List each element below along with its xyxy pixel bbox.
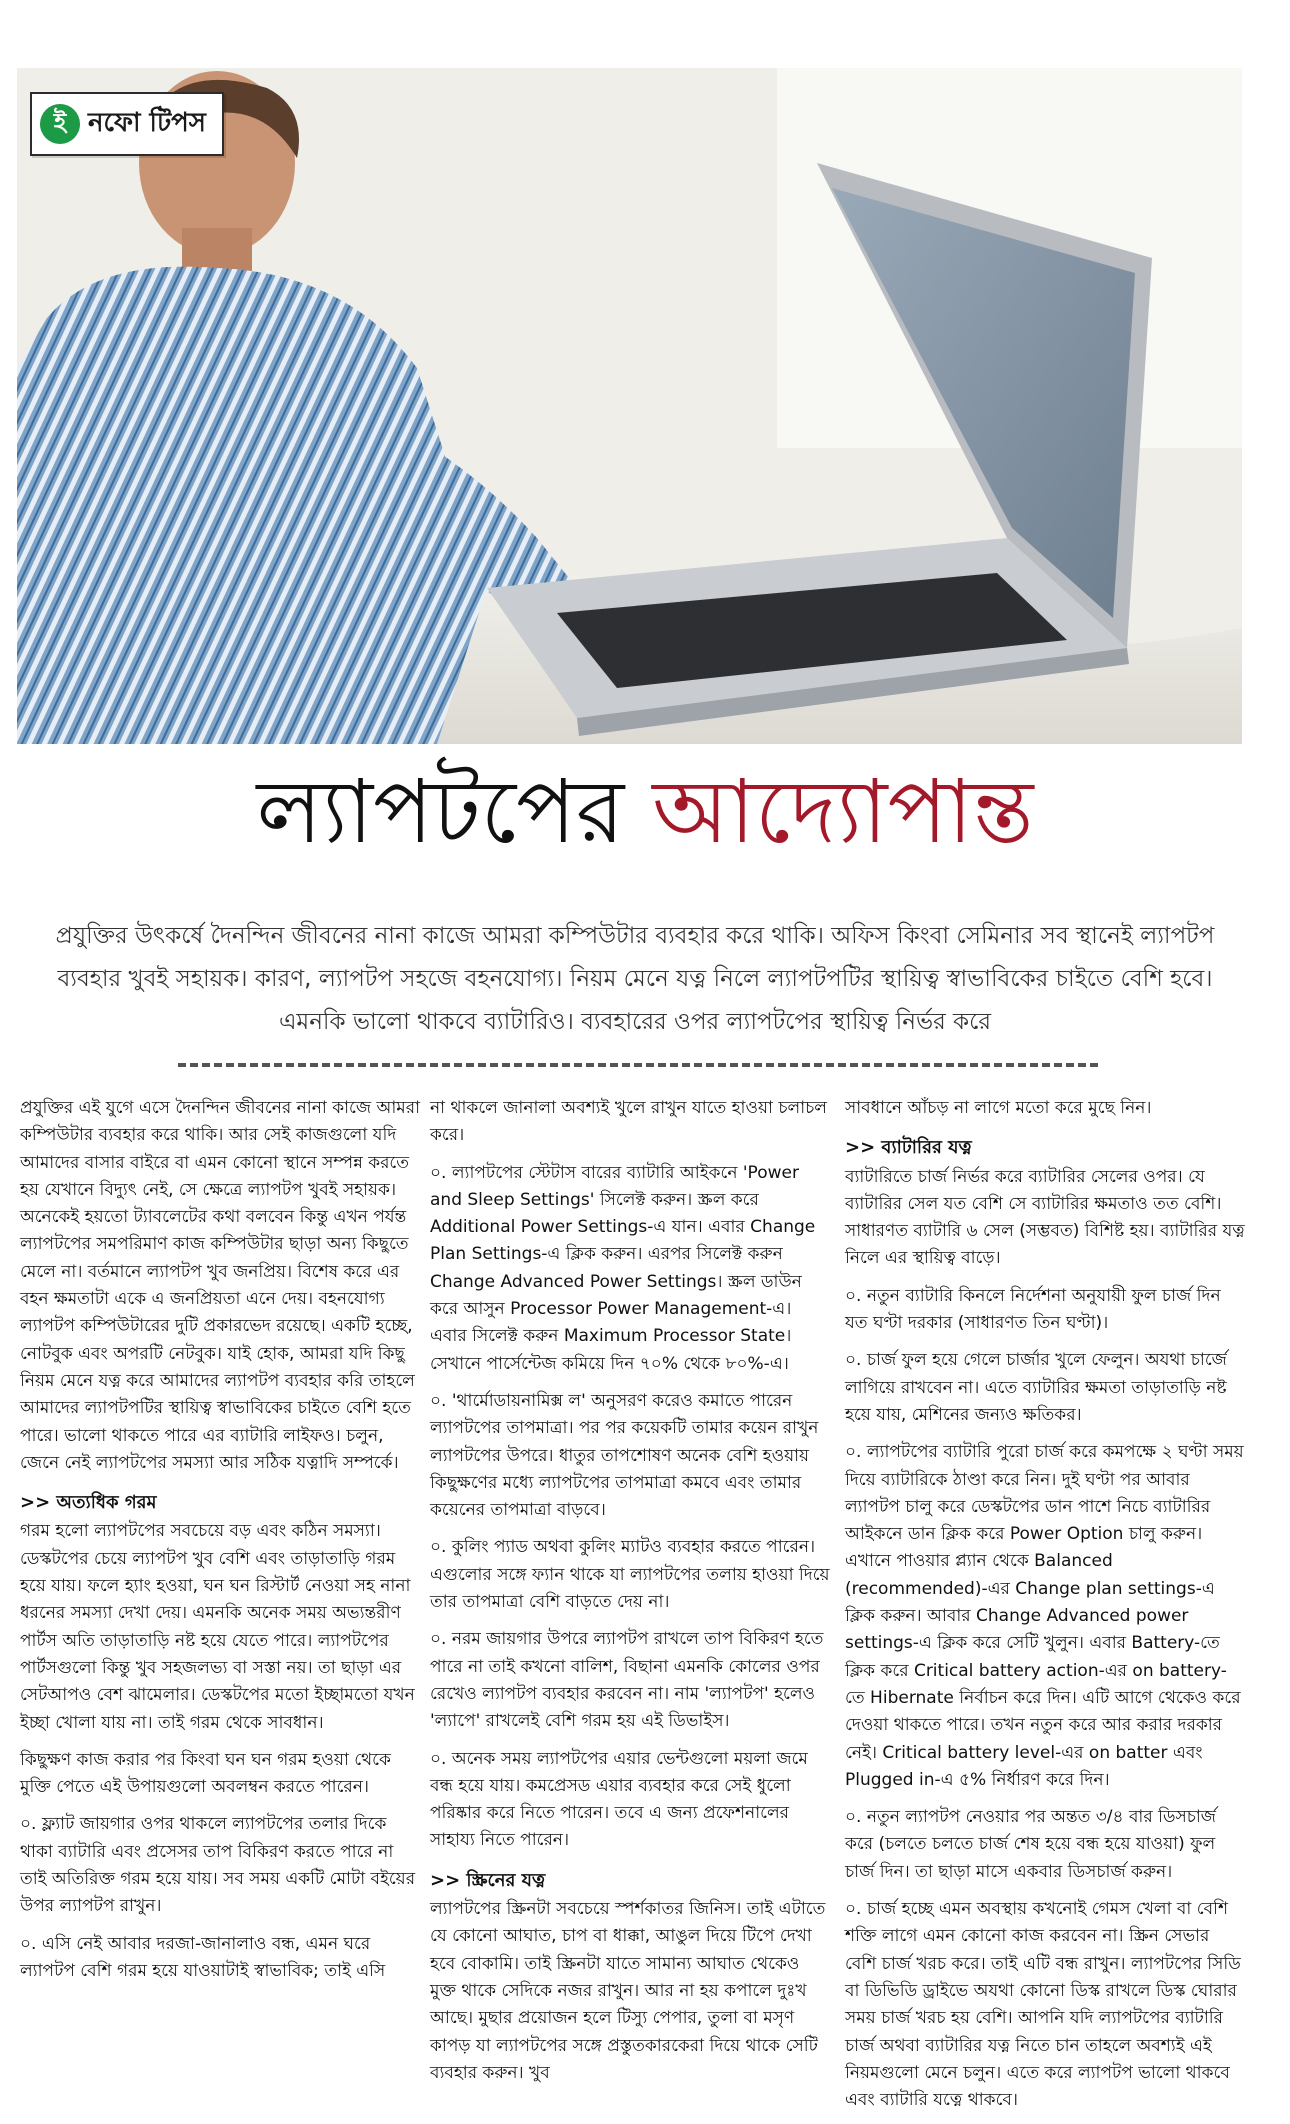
paragraph: ০. নরম জায়গার উপরে ল্যাপটপ রাখলে তাপ বিকিরণ হতে পারে না তাই কখনো বালিশ, বিছানা এমনকি কোলের ওপর রেখেও ল্যাপটপ ব্যবহার করবেন না। নাম 'ল্যাপটপ' হলেও 'ল্যাপে' রাখলেই বেশি গরম হয় এই ডিভাইস। [430,1629,824,1732]
paragraph: না থাকলে জানালা অবশ্যই খুলে রাখুন যাতে হাওয়া চলাচল করে। [430,1098,827,1146]
headline-part-2: আদ্যোপান্ত [652,760,1034,863]
paragraph: সাবধানে আঁচড় না লাগে মতো করে মুছে নিন। [845,1098,1152,1118]
paragraph: কিছুক্ষণ কাজ করার পর কিংবা ঘন ঘন গরম হওয়া থেকে মুক্তি পেতে এই উপায়গুলো অবলম্বন করতে পারেন। [20,1749,391,1798]
info-tips-label: নফো টিপস [88,108,206,138]
paragraph: ব্যাটারিতে চার্জ নির্ভর করে ব্যাটারির সেলের ওপর। যে ব্যাটারির সেল যত বেশি সে ব্যাটারির ক্ষমতাও তত বেশি। সাধারণত ব্যাটারি ৬ সেল (সম্ভবত) বিশিষ্ট হয়। ব্যাটারির যত্ন নিলে এর স্থায়িত্ব বাড়ে। [845,1166,1245,1269]
paragraph: ০. নতুন ব্যাটারি কিনলে নির্দেশনা অনুযায়ী ফুল চার্জ দিন যত ঘণ্টা দরকার (সাধারণত তিন ঘণ্টা)। [845,1285,1221,1334]
column-2 [430,1095,830,2097]
section-heading-overheating: >> অত্যধিক গরম [20,1492,157,1514]
paragraph: ০. চার্জ ফুল হয়ে গেলে চার্জার খুলে ফেলুন। অযথা চার্জে লাগিয়ে রাখবেন না। এতে ব্যাটারির ক্ষমতা তাড়াতাড়ি নষ্ট হয়ে যায়, মেশিনের জন্যও ক্ষতিকর। [845,1350,1227,1425]
paragraph: ০. চার্জ হচ্ছে এমন অবস্থায় কখনোই গেমস খেলা বা বেশি শক্তি লাগে এমন কোনো কাজ করবেন না। স্ক্রিন সেভার বেশি চার্জ খরচ করে। তাই এটি বন্ধ রাখুন। ল্যাপটপের সিডি বা ডিভিডি ড্রাইভে অযথা কোনো ডিস্ক রাখলে ডিস্ক ঘোরার সময় চার্জ খরচ হয় বেশি। আপনি যদি ল্যাপটপের ব্যাটারি চার্জ অথবা ব্যাটারির যত্ন নিতে চান তাহলে অবশ্যই এই নিয়মগুলো মেনে চলুন। এতে করে ল্যাপটপ ভালো থাকবে এবং ব্যাটারি যত্নে থাকবে। [845,1899,1241,2111]
paragraph: ০. এসি নেই আবার দরজা-জানালাও বন্ধ, এমন ঘরে ল্যাপটপ বেশি গরম হয়ে যাওয়াটাই স্বাভাবিক; তাই এসি [20,1933,386,1981]
paragraph: ল্যাপটপের স্ক্রিনটা সবচেয়ে স্পর্শকাতর জিনিস। তাই এটাতে যে কোনো আঘাত, চাপ বা ধাক্কা, আঙুল দিয়ে টিপে দেখা হবে বোকামি। তাই স্ক্রিনটা যাতে সামান্য আঘাত থেকেও মুক্ত থাকে সেদিকে নজর রাখুন। আর না হয় কপালে দুঃখ আছে। মুছার প্রয়োজন হলে টিস্যু পেপার, তুলা বা মসৃণ কাপড় যা ল্যাপটপের সঙ্গে প্রস্তুতকারকেরা দিয়ে থাকে সেটি ব্যবহার করুন। খুব [430,1899,826,2083]
paragraph: ০. ল্যাপটপের স্টেটাস বারের ব্যাটারি আইকনে 'Power and Sleep Settings' সিলেক্ট করুন। স্ক্রল করে Additional Power Settings-এ যান। এবার Change Plan Settings-এ ক্লিক করুন। এরপর সিলেক্ট করুন Change Advanced Power Settings। স্ক্রল ডাউন করে আসুন Processor Power Management-এ। এবার সিলেক্ট করুন Maximum Processor State। সেখানে পার্সেন্টেজ কমিয়ে দিন ৭০% থেকে ৮০%-এ। [430,1162,816,1374]
paragraph: ০. ফ্ল্যাট জায়গার ওপর থাকলে ল্যাপটপের তলার দিকে থাকা ব্যাটারি এবং প্রসেসর তাপ বিকিরণ করতে পারে না তাই অতিরিক্ত গরম হয়ে যায়। সব সময় একটি মোটা বইয়ের উপর ল্যাপটপ রাখুন। [20,1814,416,1917]
paragraph: ০. কুলিং প্যাড অথবা কুলিং ম্যাটও ব্যবহার করতে পারেন। এগুলোর সঙ্গে ফ্যান থাকে যা ল্যাপটপের তলায় হাওয়া দিয়ে তার তাপমাত্রা বেশি বাড়তে দেয় না। [430,1537,830,1613]
info-tips-badge [30,92,224,156]
column-3 [845,1095,1245,2124]
dashed-divider [178,1063,1098,1067]
paragraph: প্রযুক্তির এই যুগে এসে দৈনন্দিন জীবনের নানা কাজে আমরা কম্পিউটার ব্যবহার করে থাকি। আর সেই কাজগুলো যদি আমাদের বাসার বাইরে বা এমন কোনো স্থানে সম্পন্ন করতে হয় যেখানে বিদ্যুৎ নেই, সে ক্ষেত্রে ল্যাপটপ খুবই সহায়ক। অনেকেই হয়তো ট্যাবলেটের কথা বলবেন কিন্তু এখন পর্যন্ত ল্যাপটপের সমপরিমাণ কাজ কম্পিউটার ছাড়া অন্য কিছুতে মেলে না। বর্তমানে ল্যাপটপ খুব জনপ্রিয়। বিশেষ করে এর বহন ক্ষমতাটা একে এ জনপ্রিয়তা এনে দেয়। বহনযোগ্য ল্যাপটপ কম্পিউটারের দুটি প্রকারভেদ রয়েছে। একটি হচ্ছে, নোটবুক এবং অপরটি নেটবুক। যাই হোক, আমরা যদি কিছু নিয়ম মেনে যত্ন করে আমাদের ল্যাপটপ ব্যবহার করি তাহলে আমাদের ল্যাপটপটির স্থায়িত্ব স্বাভাবিকের চাইতে বেশি হতে পারে। ভালো থাকতে পারে এর ব্যাটারি লাইফও। চলুন, জেনে নেই ল্যাপটপের সমস্যা আর সঠিক যত্নাদি সম্পর্কে। [20,1098,421,1473]
info-tips-logo-icon: ই [40,104,80,144]
paragraph: গরম হলো ল্যাপটপের সবচেয়ে বড় এবং কঠিন সমস্যা। ডেস্কটপের চেয়ে ল্যাপটপ খুব বেশি এবং তাড়াতাড়ি গরম হয়ে যায়। ফলে হ্যাং হওয়া, ঘন ঘন রিস্টার্ট নেওয়া সহ নানা ধরনের সমস্যা দেখা দেয়। এমনকি অনেক সময় অভ্যন্তরীণ পার্টস অতি তাড়াতাড়ি নষ্ট হয়ে যেতে পারে। ল্যাপটপের পার্টসগুলো কিন্তু খুব সহজলভ্য বা সস্তা নয়। তা ছাড়া এর সেটআপও বেশ ঝামেলার। ডেস্কটপের মতো ইচ্ছামতো যখন ইচ্ছা খোলা যায় না। তাই গরম থেকে সাবধান। [20,1521,415,1733]
section-heading-screen-care: >> স্ক্রিনের যত্ন [430,1869,546,1891]
column-1 [20,1095,420,1995]
article-intro: প্রযুক্তির উৎকর্ষে দৈনন্দিন জীবনের নানা কাজে আমরা কম্পিউটার ব্যবহার করে থাকি। অফিস কিংবা সেমিনার সব স্থানেই ল্যাপটপ ব্যবহার খুবই সহায়ক। কারণ, ল্যাপটপ সহজে বহনযোগ্য। নিয়ম মেনে যত্ন নিলে ল্যাপটপটির স্থায়িত্ব স্বাভাবিকের চাইতে বেশি হবে। এমনকি ভালো থাকবে ব্যাটারিও। ব্যবহারের ওপর ল্যাপটপের স্থায়িত্ব নির্ভর করে [55,923,1215,1035]
paragraph: ০. অনেক সময় ল্যাপটপের এয়ার ভেন্টগুলো ময়লা জমে বন্ধ হয়ে যায়। কমপ্রেসড এয়ার ব্যবহার করে সেই ধুলো পরিষ্কার করে নিতে পারেন। তবে এ জন্য প্রফেশনালের সাহায্য নিতে পারেন। [430,1748,808,1851]
hero-photo [17,68,1242,744]
section-heading-battery-care: >> ব্যাটারির যত্ন [845,1137,972,1159]
man-with-laptop-illustration [17,68,1242,744]
article-headline [0,760,1290,863]
paragraph: ০. 'থার্মোডায়নামিক্স ল' অনুসরণ করেও কমাতে পারেন ল্যাপটপের তাপমাত্রা। পর পর কয়েকটি তামার কয়েন রাখুন ল্যাপটপের উপরে। ধাতুর তাপশোষণ অনেক বেশি হওয়ায় কিছুক্ষণের মধ্যে ল্যাপটপের তাপমাত্রা কমবে এবং তামার কয়েনের তাপমাত্রা বাড়বে। [430,1390,819,1521]
paragraph: ০. নতুন ল্যাপটপ নেওয়ার পর অন্তত ৩/৪ বার ডিসচার্জ করে (চলতে চলতে চার্জ শেষ হয়ে বন্ধ হয়ে যাওয়া) ফুল চার্জ দিন। তা ছাড়া মাসে একবার ডিসচার্জ করুন। [845,1807,1217,1882]
paragraph: ০. ল্যাপটপের ব্যাটারি পুরো চার্জ করে কমপক্ষে ২ ঘণ্টা সময় দিয়ে ব্যাটারিকে ঠাণ্ডা করে নিন। দুই ঘণ্টা পর আবার ল্যাপটপ চালু করে ডেস্কটপের ডান পাশে নিচে ব্যাটারির আইকনে ডান ক্লিক করে Power Option চালু করুন। এখানে পাওয়ার প্ল্যান থেকে Balanced (recommended)-এর Change plan settings-এ ক্লিক করুন। আবার Change Advanced power settings-এ ক্লিক করে সেটি খুলুন। এবার Battery-তে ক্লিক করে Critical battery action-এর on battery-তে Hibernate নির্বাচন করে দিন। এটি আগে থেকেও করে দেওয়া থাকতে পারে। তখন নতুন করে আর করার দরকার নেই। Critical battery level-এর on batter এবং Plugged in-এ ৫% নির্ধারণ করে দিন। [845,1442,1244,1790]
headline-part-1: ল্যাপটপের [256,760,625,863]
